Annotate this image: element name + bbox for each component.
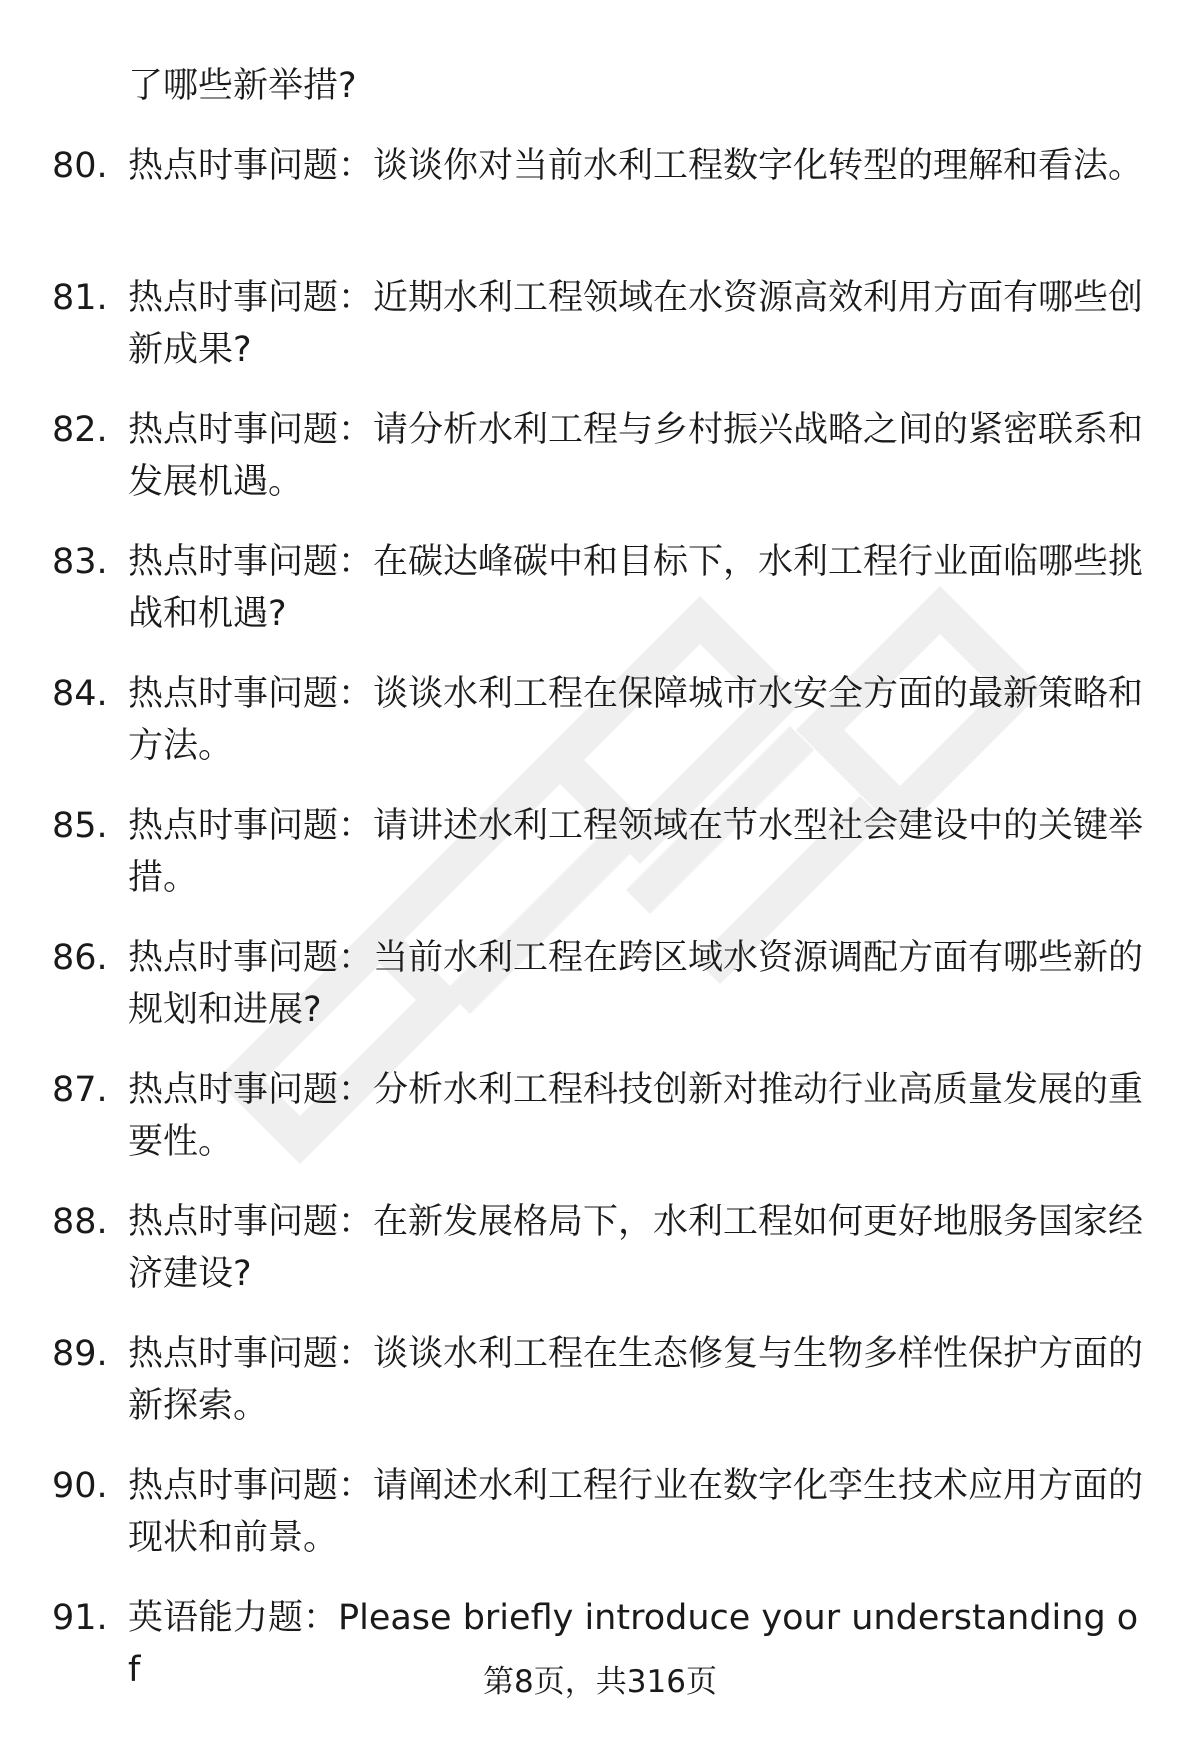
question-number: 82. — [52, 410, 108, 450]
list-item — [0, 1064, 1200, 1196]
question-number: 84. — [52, 674, 108, 714]
list-item — [0, 536, 1200, 668]
question-number: 81. — [52, 278, 108, 318]
question-number: 91. — [52, 1598, 108, 1638]
list-item — [0, 1328, 1200, 1460]
question-number: 80. — [52, 146, 108, 186]
question-number: 86. — [52, 938, 108, 978]
question-text: 热点时事问题：请阐述水利工程行业在数字化孪生技术应用方面的现状和前景。 — [128, 1466, 1144, 1558]
question-text: 英语能力题：Please briefly introduce your understanding of — [128, 1598, 1139, 1690]
list-item — [0, 1592, 1200, 1724]
question-number: 83. — [52, 542, 108, 582]
list-item — [0, 800, 1200, 932]
question-number: 85. — [52, 806, 108, 846]
question-list — [0, 140, 1200, 1724]
question-text: 热点时事问题：请讲述水利工程领域在节水型社会建设中的关键举措。 — [128, 806, 1144, 898]
question-number: 87. — [52, 1070, 108, 1110]
question-text: 热点时事问题：谈谈你对当前水利工程数字化转型的理解和看法。 — [128, 146, 1144, 186]
question-number: 90. — [52, 1466, 108, 1506]
question-text: 热点时事问题：近期水利工程领域在水资源高效利用方面有哪些创新成果? — [128, 278, 1144, 370]
question-text: 热点时事问题：谈谈水利工程在生态修复与生物多样性保护方面的新探索。 — [128, 1334, 1144, 1426]
continuation-line: 了哪些新举措? — [128, 66, 357, 106]
list-item — [0, 404, 1200, 536]
list-item — [0, 1460, 1200, 1592]
page-footer: 第8页，共316页 — [483, 1664, 717, 1700]
question-text: 热点时事问题：分析水利工程科技创新对推动行业高质量发展的重要性。 — [128, 1070, 1144, 1162]
question-number: 89. — [52, 1334, 108, 1374]
question-text: 热点时事问题：当前水利工程在跨区域水资源调配方面有哪些新的规划和进展? — [128, 938, 1144, 1030]
list-item — [0, 272, 1200, 404]
question-text: 热点时事问题：在碳达峰碳中和目标下，水利工程行业面临哪些挑战和机遇? — [128, 542, 1144, 634]
question-text: 热点时事问题：请分析水利工程与乡村振兴战略之间的紧密联系和发展机遇。 — [128, 410, 1144, 502]
list-item — [0, 140, 1200, 272]
list-item — [0, 932, 1200, 1064]
list-item — [0, 1196, 1200, 1328]
question-number: 88. — [52, 1202, 108, 1242]
list-item — [0, 668, 1200, 800]
question-text: 热点时事问题：在新发展格局下，水利工程如何更好地服务国家经济建设? — [128, 1202, 1144, 1294]
question-text: 热点时事问题：谈谈水利工程在保障城市水安全方面的最新策略和方法。 — [128, 674, 1144, 766]
